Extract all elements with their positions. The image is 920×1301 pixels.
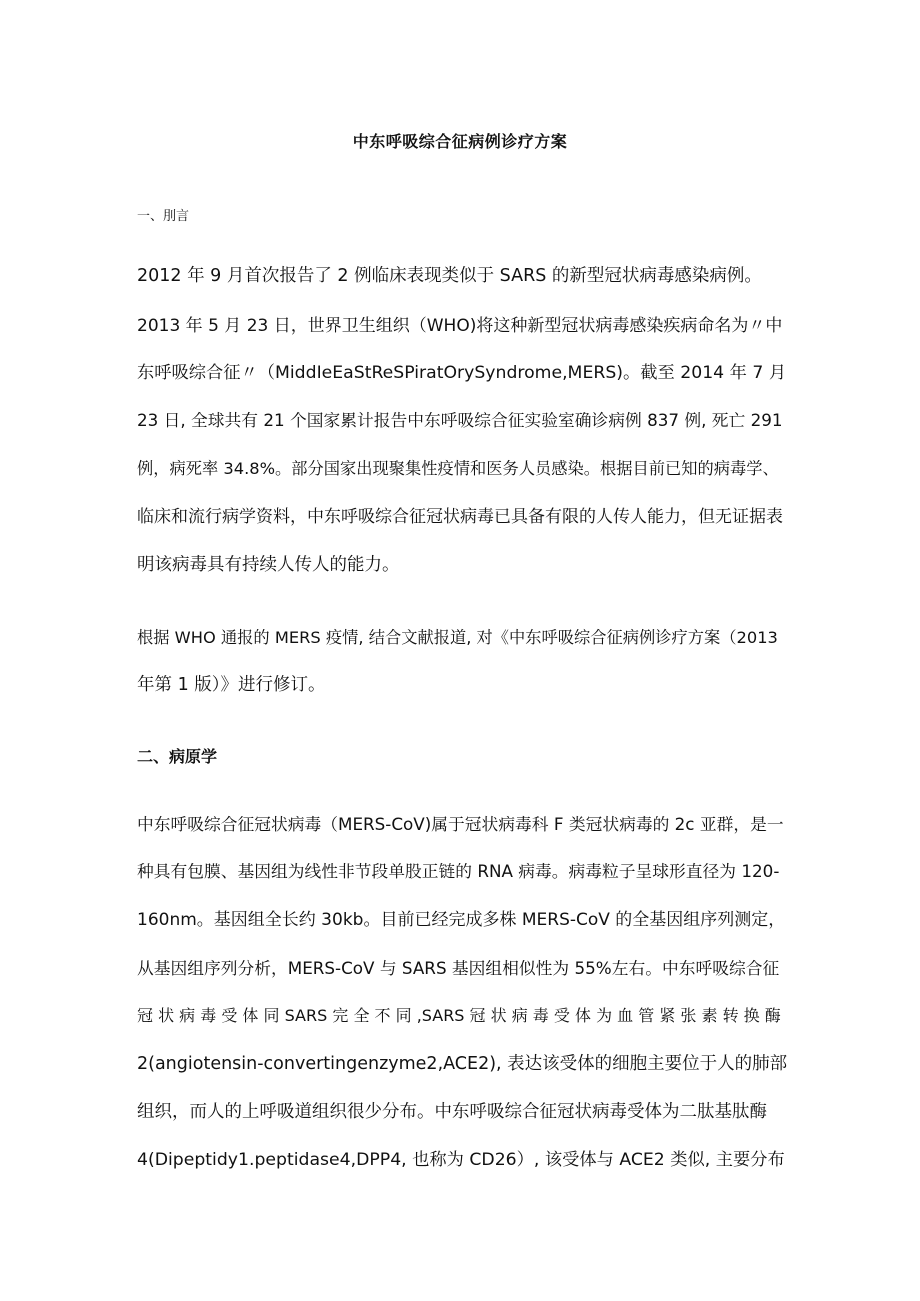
paragraph-line: 年第 1 版）》进行修订。 bbox=[137, 675, 326, 695]
section-heading-pathogen: 二、病原学 bbox=[137, 747, 218, 766]
section-heading-preface: 一、刖言 bbox=[137, 209, 190, 224]
paragraph-line: 明该病毒具有持续人传人的能力。 bbox=[137, 555, 400, 575]
paragraph-line: 临床和流行病学资料，中东呼吸综合征冠状病毒已具备有限的人传人能力，但无证据表 bbox=[137, 507, 783, 527]
paragraph-line: 根据 WHO 通报的 MERS 疫情, 结合文献报道, 对《中东呼吸综合征病例诊疗方案（2013 bbox=[137, 628, 778, 647]
paragraph-line: 种具有包膜、基因组为线性非节段单股正链的 RNA 病毒。病毒粒子呈球形直径为 120- bbox=[137, 861, 780, 881]
paragraph-line: 东呼吸综合征〃（MiddIeEaStReSPiratOrySyndrome,MERS)。截至 2014 年 7 月 bbox=[137, 363, 787, 383]
paragraph-line: 从基因组序列分析，MERS-CoV 与 SARS 基因组相似性为 55%左右。中东呼吸综合征 bbox=[137, 958, 780, 978]
paragraph-line: 组织，而人的上呼吸道组织很少分布。中东呼吸综合征冠状病毒受体为二肽基肽酶 bbox=[137, 1102, 767, 1122]
paragraph-line: 4(Dipeptidy1.peptidase4,DPP4, 也称为 CD26）, 该受体与 ACE2 类似, 主要分布 bbox=[137, 1150, 785, 1170]
paragraph-line: 2013 年 5 月 23 日，世界卫生组织（WHO)将这种新型冠状病毒感染疾病命名为〃中 bbox=[137, 316, 783, 336]
paragraph-line: 2012 年 9 月首次报告了 2 例临床表现类似于 SARS 的新型冠状病毒感染病例。 bbox=[137, 266, 762, 286]
paragraph-line: 160nm。基因组全长约 30kb。目前已经完成多株 MERS-CoV 的全基因组序列测定， bbox=[137, 910, 786, 930]
paragraph-line: 23 日, 全球共有 21 个国家累计报告中东呼吸综合征实验室确诊病例 837 例, 死亡 291 bbox=[137, 410, 783, 430]
paragraph-line: 中东呼吸综合征冠状病毒（MERS-CoV)属于冠状病毒科 F 类冠状病毒的 2c 亚群，是一 bbox=[137, 814, 784, 834]
document-title: 中东呼吸综合征病例诊疗方案 bbox=[352, 132, 568, 151]
paragraph-line: 2(angiotensin-convertingenzyme2,ACE2), 表达该受体的细胞主要位于人的肺部 bbox=[137, 1054, 788, 1074]
paragraph-line: 冠 状 病 毒 受 体 同 SARS 完 全 不 同 ,SARS 冠 状 病 毒 受 体 为 血 管 紧 张 素 转 换 酶 bbox=[137, 1006, 781, 1025]
paragraph-line: 例，病死率 34.8%。部分国家出现聚集性疫情和医务人员感染。根据目前已知的病毒学、 bbox=[137, 459, 779, 478]
